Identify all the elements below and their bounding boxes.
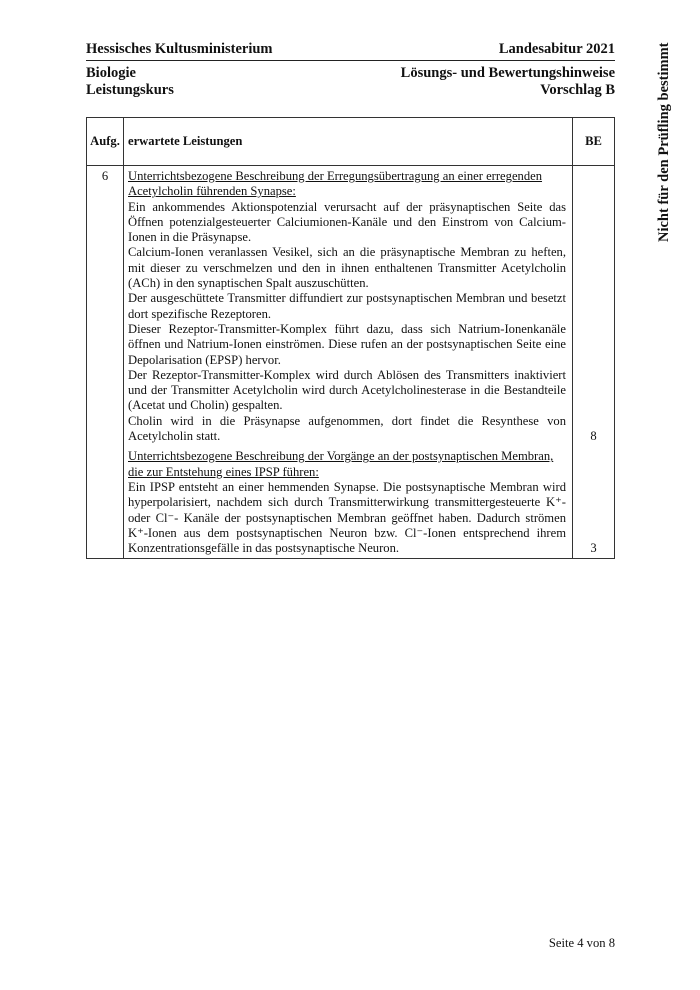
header-institution: Hessisches Kultusministerium [86, 41, 273, 57]
header-course: Leistungskurs [86, 81, 174, 98]
paragraph: Der ausgeschüttete Transmitter diffundiert zur postsynaptischen Membran und besetzt dort spezifische Rezeptoren. [128, 291, 566, 321]
solution-table [86, 117, 615, 559]
section-ipsp [128, 449, 566, 556]
header-subject-block [86, 65, 174, 98]
header-task: Aufg. [87, 118, 124, 166]
header-expected: erwartete Leistungen [124, 118, 573, 166]
section-title: Unterrichtsbezogene Beschreibung der Vorgänge an der postsynaptischen Membran, die zur Entstehung eines IPSP führen: [128, 449, 554, 479]
page-number: Seite 4 von 8 [548, 936, 615, 950]
header-points: BE [573, 118, 615, 166]
side-note: Nicht für den Prüfling bestimmt [656, 42, 672, 242]
points-value: 8 [590, 428, 597, 443]
paragraph: Ein IPSP entsteht an einer hemmenden Synapse. Die postsynaptische Membran wird hyperpolarisiert, nachdem sich durch Transmitterwirkung transmittergesteuerte K⁺- oder Cl⁻- Kanäle der postsynaptischen Membran geöffnet haben. Dadurch strömen K⁺-Ionen aus dem postsynaptischen Neuron bzw. Cl⁻-Ionen entsprechend ihrem Konzentrationsgefälle in das postsynaptische Neuron. [128, 479, 566, 556]
header-subject: Biologie [86, 65, 136, 81]
paragraph: Cholin wird in die Präsynapse aufgenommen, dort findet die Resynthese von Acetylcholin statt. [128, 413, 566, 444]
paragraph: Calcium-Ionen veranlassen Vesikel, sich an die präsynaptische Membran zu heften, mit dieser zu verschmelzen und den in ihnen enthaltenen Transmitter Acetylcholin (ACh) in den synaptischen Spalt auszuschütten. [128, 245, 566, 291]
section-title: Unterrichtsbezogene Beschreibung der Erregungsübertragung an einer erregenden Acetylcholin führenden Synapse: [128, 169, 543, 199]
paragraph: Ein ankommendes Aktionspotenzial verursacht auf der präsynaptischen Seite das Öffnen potenzialgesteuerter Calciumionen-Kanäle und den Einstrom von Calcium-Ionen in die Präsynapse. [128, 199, 566, 245]
table-row [87, 166, 615, 559]
table-header-row [87, 118, 615, 166]
points-cell [573, 166, 615, 559]
header-proposal: Vorschlag B [540, 81, 615, 98]
expected-content [124, 166, 573, 559]
header-rule [86, 60, 615, 61]
task-number: 6 [87, 166, 124, 559]
points-value: 3 [590, 540, 597, 555]
paragraph: Dieser Rezeptor-Transmitter-Komplex führt dazu, dass sich Natrium-Ionenkanäle öffnen und Natrium-Ionen einströmen. Diese rufen an der postsynaptischen Seite eine Depolarisation (EPSP) hervor. [128, 321, 566, 367]
header-doc-type: Lösungs- und Bewertungshinweise [400, 65, 615, 81]
section-synapse [128, 169, 566, 444]
header-exam: Landesabitur 2021 [498, 41, 615, 57]
header-doc-block [401, 65, 615, 98]
paragraph: Der Rezeptor-Transmitter-Komplex wird durch Ablösen des Transmitters inaktiviert und der Transmitter Acetylcholin wird durch Acetylcholinesterase in die Bestandteile (Acetat und Cholin) gespalten. [128, 367, 566, 413]
